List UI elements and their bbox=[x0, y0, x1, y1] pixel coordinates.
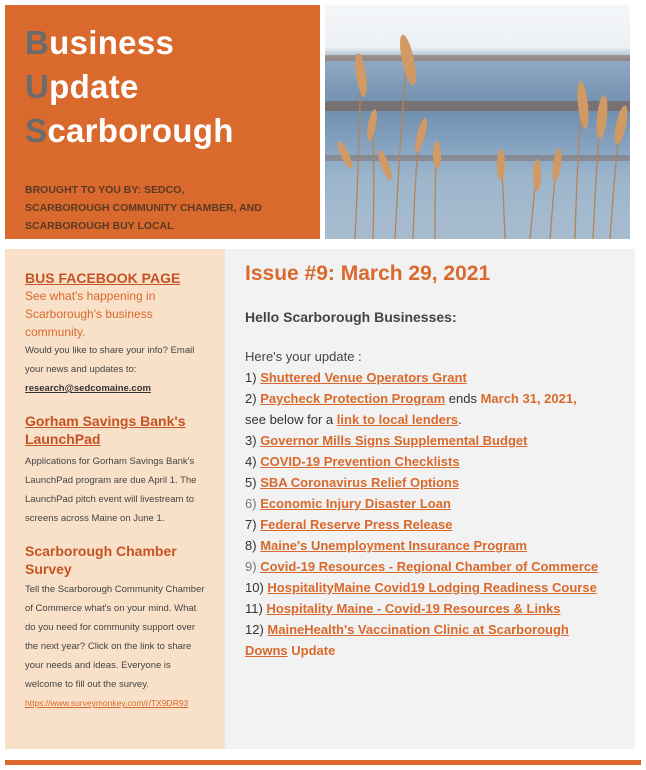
header-photo-marsh-grass bbox=[325, 5, 630, 239]
item-number: 2) bbox=[245, 391, 257, 406]
item-text: . bbox=[458, 412, 462, 427]
main-content bbox=[225, 249, 635, 749]
list-item bbox=[245, 577, 615, 598]
item-link[interactable]: COVID-19 Prevention Checklists bbox=[260, 454, 460, 469]
survey-heading: Scarborough Chamber Survey bbox=[25, 543, 177, 577]
item-number: 4) bbox=[245, 454, 257, 469]
header-title-box bbox=[5, 5, 320, 239]
list-item bbox=[245, 451, 615, 472]
list-item bbox=[245, 535, 615, 556]
intro-text: Here's your update : bbox=[245, 349, 362, 364]
item-link[interactable]: Covid-19 Resources - Regional Chamber of Commerce bbox=[260, 559, 599, 574]
brought-line: BROUGHT TO YOU BY: SEDCO, bbox=[25, 184, 185, 196]
survey-url-link[interactable]: https://www.surveymonkey.com/r/TX9DR93 bbox=[25, 698, 189, 708]
item-link[interactable]: Economic Injury Disaster Loan bbox=[260, 496, 451, 511]
title-line-update bbox=[25, 65, 300, 109]
list-item bbox=[245, 472, 615, 493]
item-number: 6) bbox=[245, 496, 257, 511]
item-link[interactable]: HospitalityMaine Covid19 Lodging Readiness Course bbox=[267, 580, 597, 595]
brought-line: SCARBOROUGH COMMUNITY CHAMBER, AND bbox=[25, 202, 262, 214]
sidebar bbox=[5, 249, 225, 749]
item-link[interactable]: Federal Reserve Press Release bbox=[260, 517, 453, 532]
list-item bbox=[245, 556, 615, 577]
item-number: 8) bbox=[245, 538, 257, 553]
item-number: 3) bbox=[245, 433, 257, 448]
greeting: Hello Scarborough Businesses: bbox=[245, 309, 457, 325]
item-number: 12) bbox=[245, 622, 264, 637]
title-initial: S bbox=[25, 112, 48, 149]
item-link[interactable]: MaineHealth's Vaccination Clinic at Scarborough Downs bbox=[245, 622, 569, 658]
item-link[interactable]: Paycheck Protection Program bbox=[260, 391, 446, 406]
item-link[interactable]: SBA Coronavirus Relief Options bbox=[260, 475, 460, 490]
title-rest: carborough bbox=[47, 112, 234, 149]
title-initial: B bbox=[25, 24, 50, 61]
title-line-business bbox=[25, 21, 300, 65]
item-link[interactable]: Hospitality Maine - Covid-19 Resources & Links bbox=[266, 601, 561, 616]
share-info-text: Would you like to share your info? Email your news and updates to: bbox=[25, 345, 195, 375]
list-item bbox=[245, 388, 615, 409]
footer-divider bbox=[5, 760, 641, 765]
item-number: 11) bbox=[245, 601, 263, 616]
issue-title: Issue #9: March 29, 2021 bbox=[245, 262, 491, 285]
item-link[interactable]: Maine's Unemployment Insurance Program bbox=[260, 538, 527, 553]
brought-to-you-by bbox=[25, 181, 300, 235]
launchpad-description: Applications for Gorham Savings Bank's LaunchPad program are due April 1. The LaunchPad pitch event will livestream to screens across Maine on June 1. bbox=[25, 456, 197, 524]
brought-line: SCARBOROUGH BUY LOCAL bbox=[25, 220, 174, 232]
item-number: 1) bbox=[245, 370, 257, 385]
item-number: 10) bbox=[245, 580, 264, 595]
item-number: 5) bbox=[245, 475, 257, 490]
item-text: ends bbox=[445, 391, 481, 406]
list-item bbox=[245, 598, 615, 619]
list-item bbox=[245, 493, 615, 514]
facebook-description: See what's happening in Scarborough's business community. bbox=[25, 289, 156, 339]
survey-description: Tell the Scarborough Community Chamber of Commerce what's on your mind. What do you need for community support over the next year? Click on the link to share your needs and ideas. Everyone is welcome to fill out the survey. bbox=[25, 584, 205, 690]
list-item bbox=[245, 619, 615, 661]
local-lenders-link[interactable]: link to local lenders bbox=[336, 412, 459, 427]
launchpad-link[interactable]: Gorham Savings Bank's LaunchPad bbox=[25, 413, 186, 447]
item-text: Update bbox=[287, 643, 336, 658]
item-number: 9) bbox=[245, 559, 257, 574]
item-link[interactable]: Shuttered Venue Operators Grant bbox=[260, 370, 467, 385]
list-item bbox=[245, 367, 615, 388]
title-line-scarborough bbox=[25, 109, 300, 153]
list-item bbox=[245, 514, 615, 535]
title-initial: U bbox=[25, 68, 50, 105]
list-item bbox=[245, 430, 615, 451]
title-rest: pdate bbox=[49, 68, 139, 105]
item-number: 7) bbox=[245, 517, 257, 532]
title-rest: usiness bbox=[49, 24, 175, 61]
list-item-continuation bbox=[245, 409, 615, 430]
facebook-page-link[interactable]: BUS FACEBOOK PAGE bbox=[25, 270, 181, 286]
email-link[interactable]: research@sedcomaine.com bbox=[25, 383, 151, 394]
update-list bbox=[245, 367, 615, 661]
deadline-highlight: March 31, 2021, bbox=[480, 391, 577, 406]
item-link[interactable]: Governor Mills Signs Supplemental Budget bbox=[260, 433, 528, 448]
item-text: see below for a bbox=[245, 412, 337, 427]
